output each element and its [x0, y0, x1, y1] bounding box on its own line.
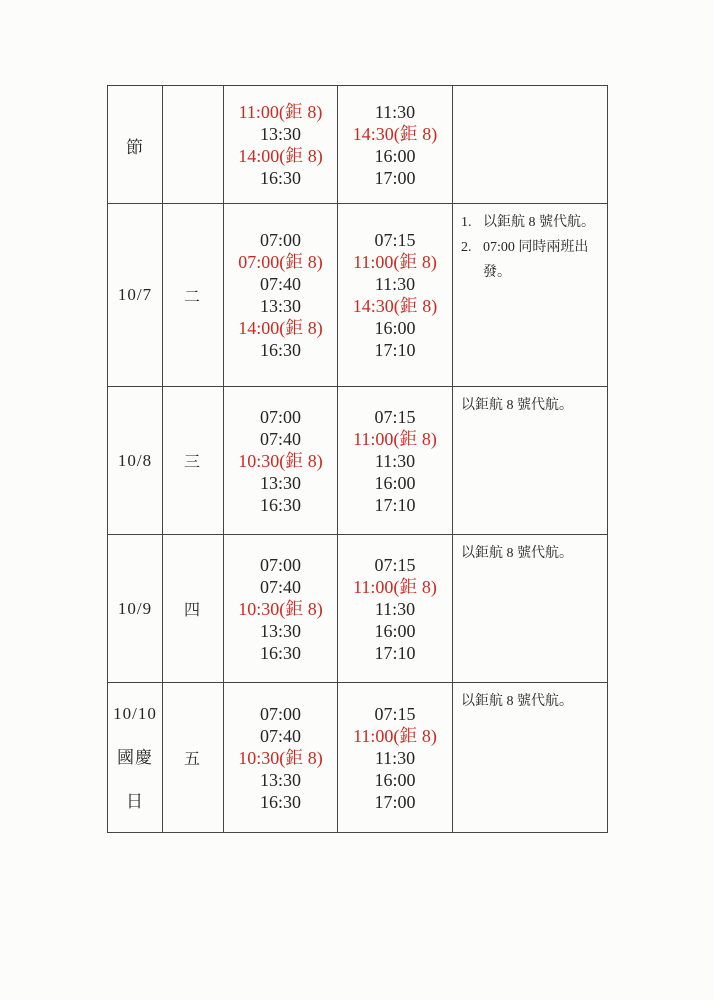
- notes-cell: [453, 204, 608, 387]
- time-entry: 10:30(鉅 8): [238, 598, 323, 619]
- time-entry: 14:00(鉅 8): [238, 145, 323, 166]
- weekday-cell: [163, 387, 224, 535]
- time-entry: 07:15: [374, 703, 416, 724]
- departure-times-col-a: [224, 683, 338, 833]
- time-entry: 11:00(鉅 8): [353, 252, 437, 272]
- departure-times-col-b: [338, 204, 453, 387]
- weekday-label: 三: [183, 454, 202, 471]
- time-entry: 07:40: [259, 274, 301, 294]
- note-text: [461, 689, 603, 714]
- time-entry: 13:30: [259, 296, 301, 316]
- note-item: [461, 235, 603, 285]
- schedule-row-oct-7: [108, 204, 608, 387]
- date-stack: [108, 130, 162, 159]
- weekday-cell: [163, 86, 224, 204]
- times-stack: [224, 701, 337, 815]
- time-entry: 10:30(鉅 8): [238, 747, 323, 768]
- departure-times-col-b: [338, 683, 453, 833]
- time-entry: 10:30(鉅 8): [238, 450, 323, 471]
- time-entry: 16:30: [259, 642, 301, 663]
- weekday-cell: [163, 535, 224, 683]
- note-line: 以鉅航 8 號代航。: [461, 694, 573, 709]
- time-entry: 13:30: [259, 123, 301, 144]
- time-entry: 17:10: [374, 340, 416, 360]
- time-entry: 16:00: [374, 769, 416, 790]
- date-line: 節: [126, 138, 144, 157]
- date-cell: [108, 683, 163, 833]
- note-text: [483, 235, 603, 285]
- time-entry: 16:30: [259, 791, 301, 812]
- note-line: 發。: [483, 265, 511, 280]
- date-line: 10/7: [117, 285, 153, 304]
- time-entry: 14:30(鉅 8): [352, 296, 438, 316]
- departure-times-col-b: [338, 535, 453, 683]
- time-entry: 07:00: [259, 703, 301, 724]
- date-line: 10/9: [117, 598, 153, 618]
- date-cell: [108, 204, 163, 387]
- time-entry: 07:15: [374, 554, 416, 575]
- time-entry: 16:30: [259, 167, 301, 188]
- time-entry: 11:00(鉅 8): [353, 576, 437, 597]
- time-entry: 14:00(鉅 8): [238, 318, 323, 338]
- date-cell: [108, 387, 163, 535]
- note-line: 以鉅航 8 號代航。: [461, 398, 573, 413]
- note-text: [483, 210, 603, 235]
- notes-list: [453, 535, 607, 570]
- times-stack: [224, 227, 337, 363]
- times-stack: [338, 552, 452, 666]
- time-entry: 13:30: [259, 769, 301, 790]
- notes-list: [453, 683, 607, 718]
- times-stack: [224, 99, 337, 191]
- departure-times-col-b: [338, 387, 453, 535]
- weekday-label: 二: [183, 288, 202, 306]
- notes-cell: [453, 86, 608, 204]
- time-entry: 11:00(鉅 8): [353, 428, 437, 449]
- time-entry: 07:00(鉅 8): [238, 252, 323, 272]
- notes-list: [453, 387, 607, 422]
- time-entry: 11:30: [374, 747, 416, 768]
- time-entry: 17:00: [374, 167, 416, 188]
- times-stack: [338, 99, 452, 191]
- note-item: [461, 541, 603, 566]
- date-line: 日: [126, 791, 144, 811]
- time-entry: 16:00: [374, 472, 416, 493]
- time-entry: 17:00: [374, 791, 416, 812]
- time-entry: 11:30: [374, 598, 416, 619]
- date-stack: [108, 598, 162, 620]
- weekday-cell: [163, 683, 224, 833]
- date-cell: [108, 535, 163, 683]
- note-line: 以鉅航 8 號代航。: [461, 546, 573, 561]
- time-entry: 07:00: [259, 230, 301, 250]
- note-number: 2.: [461, 240, 472, 255]
- times-stack: [338, 404, 452, 518]
- time-entry: 11:00(鉅 8): [238, 101, 323, 122]
- note-text: [461, 393, 603, 418]
- schedule-row-oct-8: [108, 387, 608, 535]
- date-stack: [108, 450, 162, 472]
- date-stack: [108, 284, 162, 306]
- time-entry: 11:30: [374, 274, 416, 294]
- time-entry: 16:00: [374, 620, 416, 641]
- schedule-row-holiday-continued: [108, 86, 608, 204]
- date-stack: [108, 703, 162, 813]
- note-line: 以鉅航 8 號代航。: [483, 215, 595, 230]
- notes-list: [453, 204, 607, 289]
- date-line: 10/10: [113, 703, 157, 723]
- departure-times-col-a: [224, 204, 338, 387]
- departure-times-col-a: [224, 86, 338, 204]
- note-item: [461, 210, 603, 235]
- notes-cell: [453, 683, 608, 833]
- time-entry: 07:40: [259, 725, 301, 746]
- time-entry: 14:30(鉅 8): [352, 123, 438, 144]
- times-stack: [338, 701, 452, 815]
- time-entry: 16:00: [374, 145, 416, 166]
- note-item: [461, 689, 603, 714]
- weekday-label: 四: [183, 602, 202, 619]
- time-entry: 17:10: [374, 642, 416, 663]
- weekday-label: 五: [183, 751, 202, 768]
- schedule-row-oct-9: [108, 535, 608, 683]
- time-entry: 07:00: [259, 406, 301, 427]
- time-entry: 17:10: [374, 494, 416, 515]
- time-entry: 16:30: [259, 340, 301, 360]
- departure-times-col-a: [224, 535, 338, 683]
- ferry-schedule-table: [107, 85, 608, 833]
- departure-times-col-b: [338, 86, 453, 204]
- time-entry: 13:30: [259, 620, 301, 641]
- notes-cell: [453, 535, 608, 683]
- notes-list: [453, 86, 607, 96]
- date-line: 國慶: [117, 747, 153, 767]
- time-entry: 07:40: [259, 428, 301, 449]
- notes-cell: [453, 387, 608, 535]
- time-entry: 07:40: [259, 576, 301, 597]
- weekday-cell: [163, 204, 224, 387]
- time-entry: 11:30: [374, 101, 416, 122]
- date-line: 10/8: [117, 450, 153, 470]
- time-entry: 11:00(鉅 8): [353, 725, 437, 746]
- times-stack: [224, 552, 337, 666]
- departure-times-col-a: [224, 387, 338, 535]
- time-entry: 11:30: [374, 450, 416, 471]
- time-entry: 16:00: [374, 318, 416, 338]
- time-entry: 13:30: [259, 472, 301, 493]
- time-entry: 07:15: [374, 230, 416, 250]
- times-stack: [224, 404, 337, 518]
- note-number: 1.: [461, 215, 472, 230]
- times-stack: [338, 227, 452, 363]
- note-line: 07:00 同時兩班出: [483, 240, 589, 255]
- date-cell: [108, 86, 163, 204]
- time-entry: 07:15: [374, 406, 416, 427]
- time-entry: 16:30: [259, 494, 301, 515]
- note-item: [461, 393, 603, 418]
- time-entry: 07:00: [259, 554, 301, 575]
- note-text: [461, 541, 603, 566]
- schedule-row-oct-10: [108, 683, 608, 833]
